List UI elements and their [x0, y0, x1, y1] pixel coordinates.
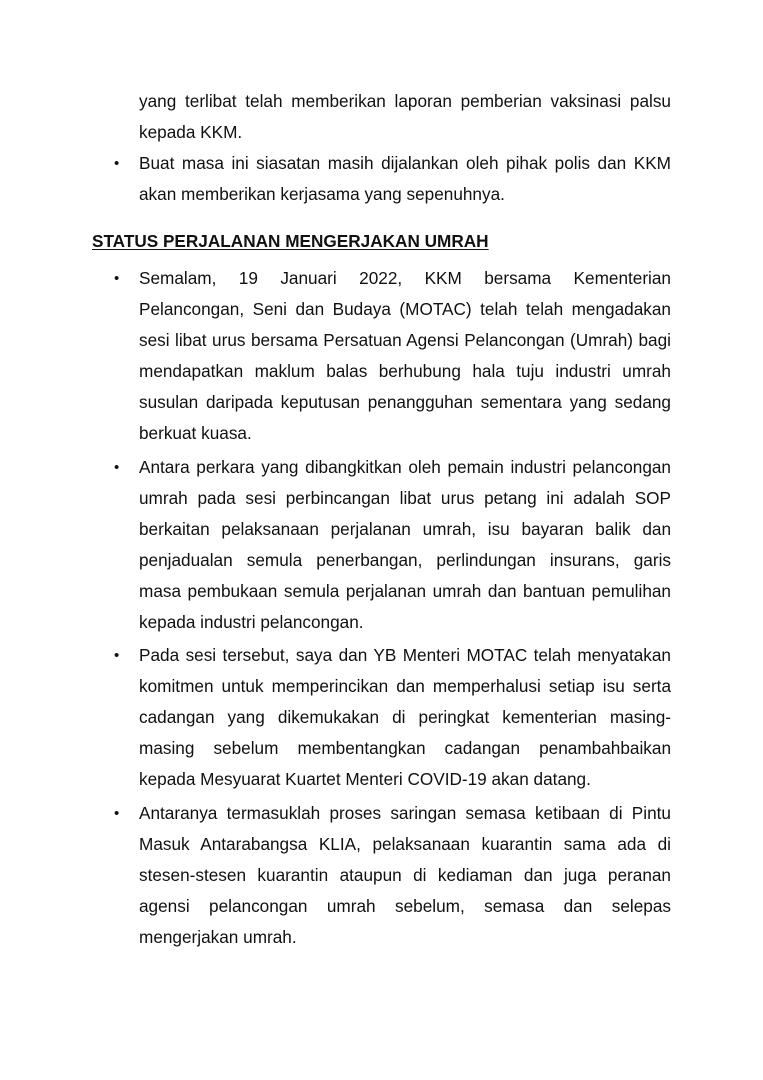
bullet-paragraph-commitment: Pada sesi tersebut, saya dan YB Menteri MOTAC telah menyatakan komitmen untuk memperincikan dan memperhalusi setiap isu serta cadangan yang dikemukakan di peringkat kementerian masing-masing sebelum membentangkan cadangan penambahbaikan kepada Mesyuarat Kuartet Menteri COVID-19 akan datang.	[139, 645, 671, 789]
continuation-paragraph: yang terlibat telah memberikan laporan pemberian vaksinasi palsu kepada KKM.	[139, 91, 671, 142]
bullet-paragraph-engagement-session: Semalam, 19 Januari 2022, KKM bersama Kementerian Pelancongan, Seni dan Budaya (MOTAC) telah telah mengadakan sesi libat urus bersama Persatuan Agensi Pelancongan (Umrah) bagi mendapatkan maklum balas berhubung hala tuju industri umrah susulan daripada keputusan penangguhan sementara yang sedang berkuat kuasa.	[139, 268, 671, 443]
bullet-paragraph-issues-raised: Antara perkara yang dibangkitkan oleh pemain industri pelancongan umrah pada sesi perbincangan libat urus petang ini adalah SOP berkaitan pelaksanaan perjalanan umrah, isu bayaran balik dan penjadualan semula penerbangan, perlindungan insurans, garis masa pembukaan semula perjalanan umrah dan bantuan pemulihan kepada industri pelancongan.	[139, 457, 671, 632]
bullet-marker: •	[114, 155, 120, 172]
bullet-marker: •	[114, 805, 120, 822]
bullet-marker: •	[114, 270, 120, 287]
section-heading: STATUS PERJALANAN MENGERJAKAN UMRAH	[92, 231, 489, 251]
bullet-marker: •	[114, 459, 120, 476]
bullet-marker: •	[114, 647, 120, 664]
bullet-paragraph-screening: Antaranya termasuklah proses saringan semasa ketibaan di Pintu Masuk Antarabangsa KLIA, pelaksanaan kuarantin sama ada di stesen-stesen kuarantin ataupun di kediaman dan juga peranan agensi pelancongan umrah sebelum, semasa dan selepas mengerjakan umrah.	[139, 803, 671, 947]
bullet-paragraph-investigation: Buat masa ini siasatan masih dijalankan oleh pihak polis dan KKM akan memberikan kerjasama yang sepenuhnya.	[139, 153, 671, 204]
